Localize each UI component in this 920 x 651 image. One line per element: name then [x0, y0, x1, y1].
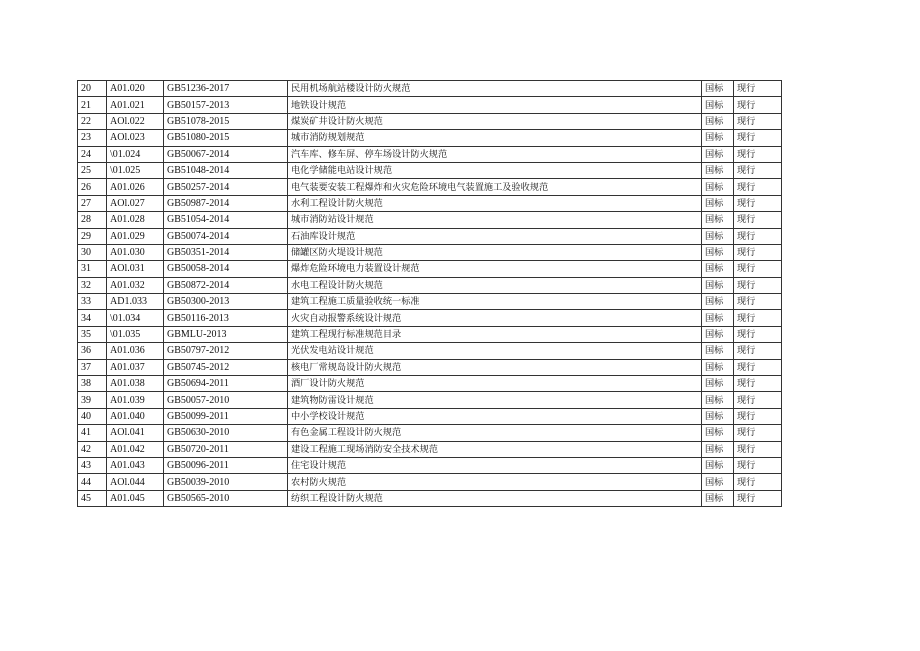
row-number-cell: 37	[78, 359, 107, 375]
row-number-cell: 20	[78, 81, 107, 97]
standard-status-cell: 现行	[734, 97, 782, 113]
standard-number-cell: GB50257-2014	[164, 179, 288, 195]
standard-number-cell: GB50116-2013	[164, 310, 288, 326]
standard-type-cell: 国标	[702, 228, 734, 244]
row-number-cell: 34	[78, 310, 107, 326]
item-code-cell: A01.020	[107, 81, 164, 97]
item-code-cell: \01.025	[107, 162, 164, 178]
item-code-cell: A01.038	[107, 376, 164, 392]
table-row	[78, 261, 782, 277]
standard-number-cell: GB51080-2015	[164, 130, 288, 146]
standard-number-cell: GB51078-2015	[164, 113, 288, 129]
standard-status-cell: 现行	[734, 179, 782, 195]
standard-number-cell: GB50987-2014	[164, 195, 288, 211]
standard-status-cell: 现行	[734, 113, 782, 129]
item-code-cell: A01.037	[107, 359, 164, 375]
row-number-cell: 25	[78, 162, 107, 178]
standard-number-cell: GBMLU-2013	[164, 326, 288, 342]
table-row	[78, 310, 782, 326]
standard-name-cell: 煤炭矿井设计防火规范	[288, 113, 702, 129]
table-row	[78, 441, 782, 457]
standard-name-cell: 纺织工程设计防火规范	[288, 490, 702, 506]
standard-number-cell: GB50039-2010	[164, 474, 288, 490]
table-row	[78, 195, 782, 211]
standard-name-cell: 建筑物防雷设计规范	[288, 392, 702, 408]
standard-status-cell: 现行	[734, 277, 782, 293]
standard-name-cell: 中小学校设计规范	[288, 408, 702, 424]
table-row	[78, 277, 782, 293]
item-code-cell: A01.039	[107, 392, 164, 408]
standard-type-cell: 国标	[702, 294, 734, 310]
standard-number-cell: GB50872-2014	[164, 277, 288, 293]
table-row	[78, 490, 782, 506]
standard-type-cell: 国标	[702, 195, 734, 211]
standard-name-cell: 电气装要安装工程爆炸和火灾危险环境电气装置施工及验收规范	[288, 179, 702, 195]
standard-status-cell: 现行	[734, 310, 782, 326]
standard-type-cell: 国标	[702, 425, 734, 441]
row-number-cell: 29	[78, 228, 107, 244]
standard-status-cell: 现行	[734, 359, 782, 375]
table-row	[78, 326, 782, 342]
standard-name-cell: 爆炸危险环境电力装置设计规范	[288, 261, 702, 277]
item-code-cell: \01.035	[107, 326, 164, 342]
standard-status-cell: 现行	[734, 490, 782, 506]
standard-type-cell: 国标	[702, 326, 734, 342]
standard-status-cell: 现行	[734, 162, 782, 178]
standard-number-cell: GB50300-2013	[164, 294, 288, 310]
standards-table	[77, 80, 782, 507]
item-code-cell: AOl.044	[107, 474, 164, 490]
standard-name-cell: 建筑工程现行标准规范目录	[288, 326, 702, 342]
standard-status-cell: 现行	[734, 425, 782, 441]
standard-type-cell: 国标	[702, 261, 734, 277]
standard-name-cell: 地铁设计规范	[288, 97, 702, 113]
standard-type-cell: 国标	[702, 162, 734, 178]
table-row	[78, 130, 782, 146]
row-number-cell: 33	[78, 294, 107, 310]
standard-type-cell: 国标	[702, 310, 734, 326]
standard-status-cell: 现行	[734, 441, 782, 457]
standard-number-cell: GB51236-2017	[164, 81, 288, 97]
standard-status-cell: 现行	[734, 244, 782, 260]
standard-name-cell: 石油库设计规范	[288, 228, 702, 244]
standard-status-cell: 现行	[734, 130, 782, 146]
table-row	[78, 212, 782, 228]
standard-name-cell: 火灾自动报警系统设计规范	[288, 310, 702, 326]
item-code-cell: A01.043	[107, 457, 164, 473]
standard-type-cell: 国标	[702, 343, 734, 359]
standard-number-cell: GB50074-2014	[164, 228, 288, 244]
standard-number-cell: GB50157-2013	[164, 97, 288, 113]
item-code-cell: AOl.022	[107, 113, 164, 129]
item-code-cell: A01.042	[107, 441, 164, 457]
row-number-cell: 38	[78, 376, 107, 392]
table-row	[78, 162, 782, 178]
standard-number-cell: GB50630-2010	[164, 425, 288, 441]
item-code-cell: A01.028	[107, 212, 164, 228]
row-number-cell: 39	[78, 392, 107, 408]
standard-number-cell: GB50797-2012	[164, 343, 288, 359]
table-row	[78, 81, 782, 97]
standard-status-cell: 现行	[734, 376, 782, 392]
standard-type-cell: 国标	[702, 457, 734, 473]
standard-name-cell: 建设工程施工现场消防安全技术规范	[288, 441, 702, 457]
standard-type-cell: 国标	[702, 113, 734, 129]
table-row	[78, 425, 782, 441]
standard-status-cell: 现行	[734, 408, 782, 424]
standard-number-cell: GB51048-2014	[164, 162, 288, 178]
standard-number-cell: GB51054-2014	[164, 212, 288, 228]
table-row	[78, 113, 782, 129]
standard-name-cell: 民用机场航站楼设计防火规范	[288, 81, 702, 97]
row-number-cell: 23	[78, 130, 107, 146]
item-code-cell: AOl.027	[107, 195, 164, 211]
standard-type-cell: 国标	[702, 408, 734, 424]
standard-type-cell: 国标	[702, 146, 734, 162]
item-code-cell: A01.040	[107, 408, 164, 424]
table-row	[78, 179, 782, 195]
standard-status-cell: 现行	[734, 326, 782, 342]
standard-status-cell: 现行	[734, 343, 782, 359]
row-number-cell: 35	[78, 326, 107, 342]
standard-type-cell: 国标	[702, 490, 734, 506]
standard-number-cell: GB50745-2012	[164, 359, 288, 375]
item-code-cell: \01.024	[107, 146, 164, 162]
row-number-cell: 42	[78, 441, 107, 457]
item-code-cell: A01.026	[107, 179, 164, 195]
table-row	[78, 97, 782, 113]
standard-status-cell: 现行	[734, 474, 782, 490]
standard-status-cell: 现行	[734, 457, 782, 473]
item-code-cell: AOl.031	[107, 261, 164, 277]
standard-name-cell: 核电厂常规岛设计防火规范	[288, 359, 702, 375]
table-row	[78, 474, 782, 490]
item-code-cell: A01.032	[107, 277, 164, 293]
standard-status-cell: 现行	[734, 392, 782, 408]
standard-name-cell: 建筑工程施工质量验收统一标准	[288, 294, 702, 310]
standard-name-cell: 电化学储能电站设计规范	[288, 162, 702, 178]
standard-name-cell: 汽车库、修车屏、停车场设计防火规范	[288, 146, 702, 162]
table-body	[78, 81, 782, 507]
standard-name-cell: 水电工程设计防火规范	[288, 277, 702, 293]
table-row	[78, 294, 782, 310]
item-code-cell: AD1.033	[107, 294, 164, 310]
standard-name-cell: 城市消防站设计规范	[288, 212, 702, 228]
standard-name-cell: 住宅设计规范	[288, 457, 702, 473]
standard-number-cell: GB50057-2010	[164, 392, 288, 408]
standard-name-cell: 有色金属工程设计防火规范	[288, 425, 702, 441]
standard-type-cell: 国标	[702, 474, 734, 490]
row-number-cell: 45	[78, 490, 107, 506]
table-row	[78, 343, 782, 359]
standard-number-cell: GB50351-2014	[164, 244, 288, 260]
standard-status-cell: 现行	[734, 294, 782, 310]
standard-type-cell: 国标	[702, 376, 734, 392]
standard-name-cell: 光伏发电站设计规范	[288, 343, 702, 359]
standard-type-cell: 国标	[702, 277, 734, 293]
table-row	[78, 359, 782, 375]
standard-number-cell: GB50099-2011	[164, 408, 288, 424]
standard-type-cell: 国标	[702, 130, 734, 146]
table-row	[78, 228, 782, 244]
standard-name-cell: 水利工程设计防火规范	[288, 195, 702, 211]
table-row	[78, 376, 782, 392]
row-number-cell: 24	[78, 146, 107, 162]
standard-number-cell: GB50565-2010	[164, 490, 288, 506]
standard-number-cell: GB50058-2014	[164, 261, 288, 277]
standard-status-cell: 现行	[734, 261, 782, 277]
standard-status-cell: 现行	[734, 146, 782, 162]
standard-type-cell: 国标	[702, 359, 734, 375]
standard-type-cell: 国标	[702, 212, 734, 228]
row-number-cell: 30	[78, 244, 107, 260]
row-number-cell: 22	[78, 113, 107, 129]
row-number-cell: 32	[78, 277, 107, 293]
row-number-cell: 44	[78, 474, 107, 490]
table-row	[78, 408, 782, 424]
standard-type-cell: 国标	[702, 244, 734, 260]
item-code-cell: A01.030	[107, 244, 164, 260]
row-number-cell: 31	[78, 261, 107, 277]
table-row	[78, 457, 782, 473]
table-row	[78, 244, 782, 260]
item-code-cell: \01.034	[107, 310, 164, 326]
item-code-cell: A01.021	[107, 97, 164, 113]
table-row	[78, 146, 782, 162]
standard-name-cell: 城市消防规划规范	[288, 130, 702, 146]
table-row	[78, 392, 782, 408]
row-number-cell: 26	[78, 179, 107, 195]
standard-type-cell: 国标	[702, 441, 734, 457]
row-number-cell: 41	[78, 425, 107, 441]
standard-status-cell: 现行	[734, 228, 782, 244]
item-code-cell: A01.036	[107, 343, 164, 359]
row-number-cell: 40	[78, 408, 107, 424]
standard-status-cell: 现行	[734, 81, 782, 97]
standard-name-cell: 储罐区防火堤设计规范	[288, 244, 702, 260]
item-code-cell: AOl.023	[107, 130, 164, 146]
standard-status-cell: 现行	[734, 212, 782, 228]
standard-name-cell: 农村防火规范	[288, 474, 702, 490]
item-code-cell: A01.029	[107, 228, 164, 244]
standard-status-cell: 现行	[734, 195, 782, 211]
item-code-cell: A01.045	[107, 490, 164, 506]
row-number-cell: 27	[78, 195, 107, 211]
standard-name-cell: 酒厂设计防火规范	[288, 376, 702, 392]
standard-number-cell: GB50694-2011	[164, 376, 288, 392]
standard-type-cell: 国标	[702, 179, 734, 195]
row-number-cell: 43	[78, 457, 107, 473]
standard-number-cell: GB50096-2011	[164, 457, 288, 473]
row-number-cell: 28	[78, 212, 107, 228]
standard-type-cell: 国标	[702, 97, 734, 113]
item-code-cell: AOl.041	[107, 425, 164, 441]
standard-type-cell: 国标	[702, 81, 734, 97]
row-number-cell: 21	[78, 97, 107, 113]
row-number-cell: 36	[78, 343, 107, 359]
standard-type-cell: 国标	[702, 392, 734, 408]
standard-number-cell: GB50720-2011	[164, 441, 288, 457]
standard-number-cell: GB50067-2014	[164, 146, 288, 162]
